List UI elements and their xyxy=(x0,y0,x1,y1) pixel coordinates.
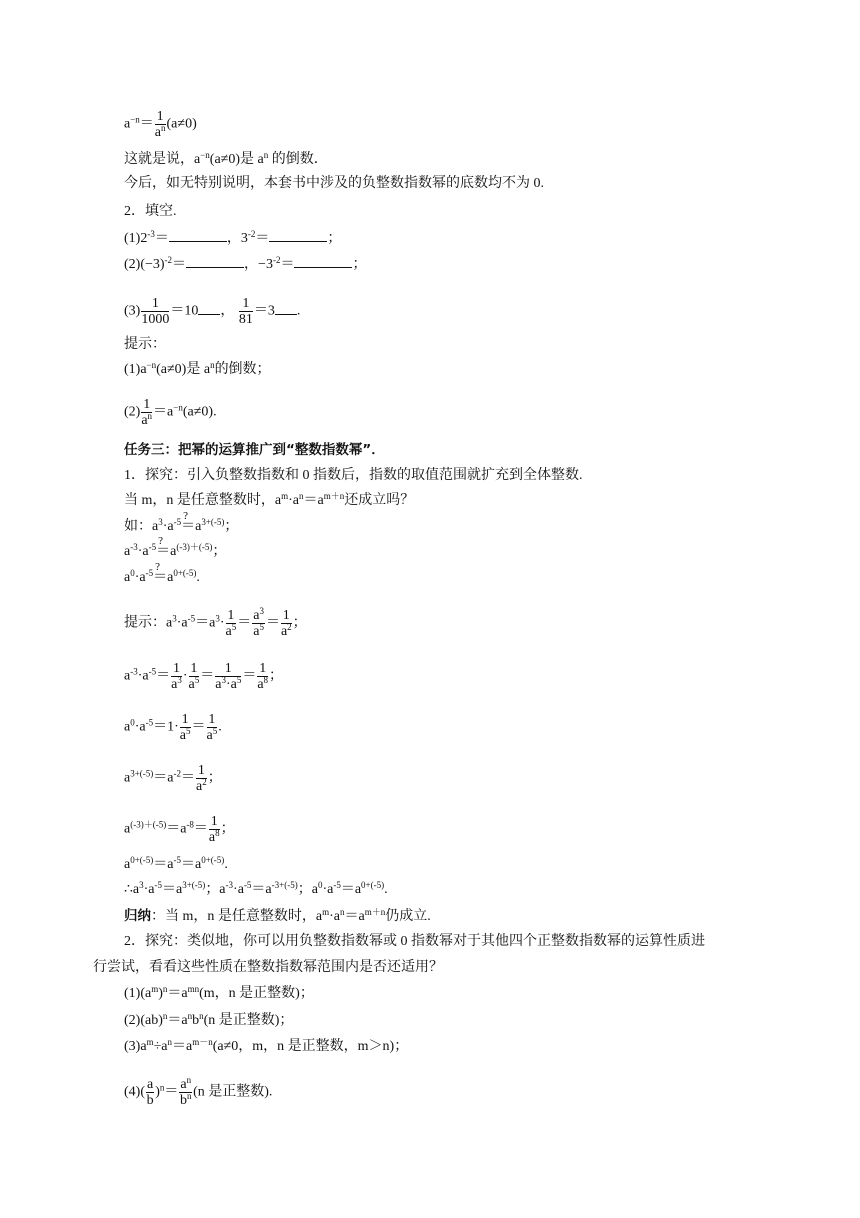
hint-calc-4: $a^{3+(-5)}=a^{-2}=$ $\frac{1}{a^2}$ ； xyxy=(124,763,222,794)
paragraph-reciprocal: 这就是说，$a^{-n}(a\ne 0)$是 $a^n$ 的倒数． xyxy=(124,150,328,167)
hint-label: 提示： xyxy=(124,337,166,352)
hint-item-1: $(1)a^{-n}(a\ne 0)$是 $a^n$的倒数； xyxy=(124,360,271,377)
summary-line: 归纳：当 m，n 是任意整数时，$a^m\cdot a^n=a^{m+n}$仍成立. xyxy=(124,907,431,924)
hint-calc-2: $a^{-3}\cdot a^{-5}=$ $\frac{1}{a^3}$ · $\frac{1}{a^5}$ ＝ $\frac{1}{a^3\cdot a^5}$ ＝ $\frac{1}{a^8}$ ； xyxy=(124,661,284,692)
hint-calc-3: $a^0\cdot a^{-5}=1\cdot$ $\frac{1}{a^5}$ ＝ $\frac{1}{a^5}$ . xyxy=(124,712,222,743)
heading-fill-in: 2．填空. xyxy=(124,204,177,219)
example-3: $a^0\cdot a^{-5}$ ? $=a^{0+(-5)}$. xyxy=(124,561,200,585)
explore-1: 1．探究：引入负整数指数和 0 指数后，指数的取值范围就扩充到全体整数. xyxy=(124,468,583,483)
hint-item-2: (2) $\frac{1}{a^n}$ $=a^{-n}(a\ne 0)$. xyxy=(124,397,217,428)
explore-2: 2．探究：类似地，你可以用负整数指数幂或 0 指数幂对于其他四个正整数指数幂的运算性质进 xyxy=(124,934,705,949)
fill-item-3: (3) $\frac{1}{1000}$ ＝10 ， $\frac{1}{81}$ ＝3 . xyxy=(124,296,301,327)
rule-1: $(1)(a^m)^n=a^{mn}(m$，n 是正整数)； xyxy=(124,984,314,1001)
task-three-heading: 任务三：把幂的运算推广到“整数指数幂”． xyxy=(124,442,385,458)
rule-2: $(2)(ab)^n=a^nb^n(n$ 是正整数)； xyxy=(124,1011,294,1028)
rule-4: (4)( $\frac{a}{b}$ )$^n$＝ $\frac{a^n}{b^n}$ (n 是正整数). xyxy=(124,1075,273,1108)
fill-item-1: $(1)2^{-3}=$ ，$3^{-2}=$ ； xyxy=(124,229,342,246)
fill-item-2: $(2)(-3)^{-2}=$ ，$-3^{-2}=$ ； xyxy=(124,255,367,272)
formula-negative-exponent: $a^{-n}=$ $\frac{1}{a^n}$ (a≠0) xyxy=(124,109,197,140)
hint-calc-1: 提示：$a^3\cdot a^{-5}=a^3\cdot$ $\frac{1}{a^5}$ ＝ $\frac{a^3}{a^5}$ ＝ $\frac{1}{a^2}$ ； xyxy=(124,606,307,639)
example-1: 如：$a^3\cdot a^{-5}$ ? $=a^{3+(-5)}$； xyxy=(124,510,239,534)
rule-3: $(3)a^m\div a^n=a^{m-n}(a\ne 0$，m，n 是正整数，m＞n)； xyxy=(124,1037,409,1054)
conclusion-line: $\therefore a^3\cdot a^{-5}=a^{3+(-5)}$；$a^{-3}\cdot a^{-5}=a^{-3+(-5)}$；$a^0\cdot a^{-5}=a^{0+(-5)}$. xyxy=(124,880,388,897)
example-2: $a^{-3}\cdot a^{-5}$ ? $=a^{(-3)+(-5)}$； xyxy=(124,535,227,559)
hint-calc-5: $a^{(-3)+(-5)}=a^{-8}=$ $\frac{1}{a^8}$ ； xyxy=(124,814,235,845)
hint-calc-6: $a^{0+(-5)}=a^{-5}=a^{0+(-5)}$. xyxy=(124,855,228,872)
paragraph-note: 今后，如无特别说明，本套书中涉及的负整数指数幂的底数均不为 0. xyxy=(124,176,544,191)
explore-question: 当 m，n 是任意整数时，$a^m\cdot a^n=a^{m+n}$还成立吗？ xyxy=(124,491,415,508)
explore-2-cont: 行尝试，看看这些性质在整数指数幂范围内是否还适用？ xyxy=(93,960,443,975)
